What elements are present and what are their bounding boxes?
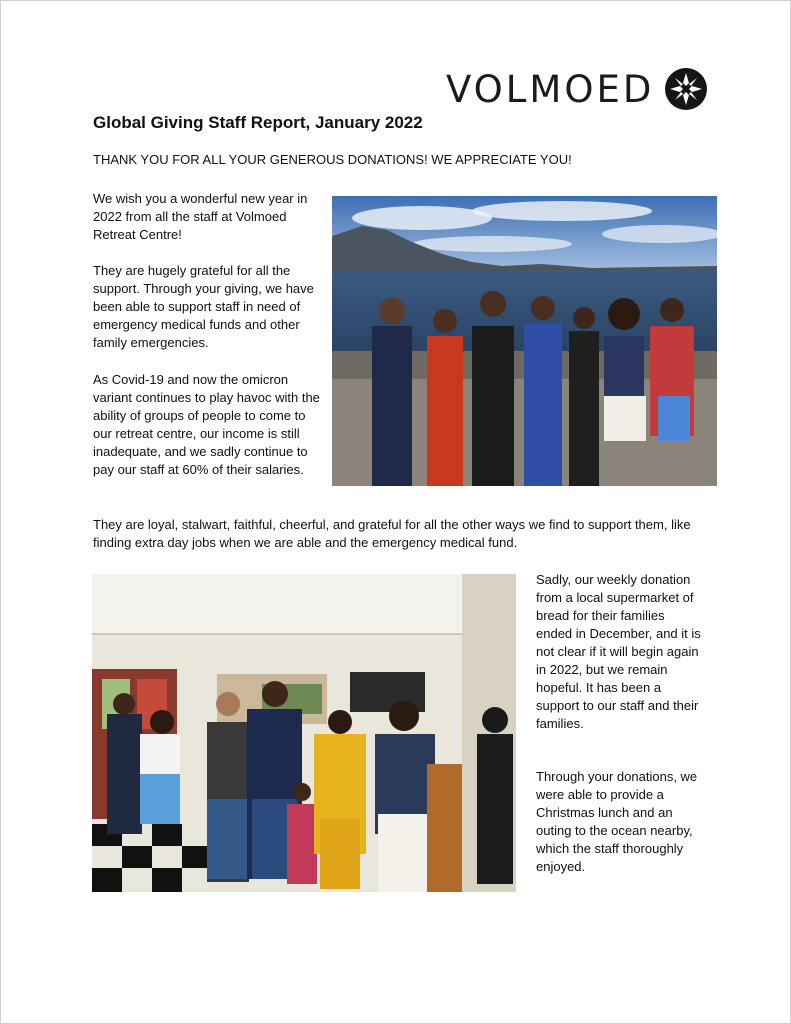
thank-you-line: THANK YOU FOR ALL YOUR GENEROUS DONATIONS! WE APPRECIATE YOU! xyxy=(93,152,572,167)
paragraph-support: They are hugely grateful for all the support. Through your giving, we have been able to support staff in need of emergency medical funds and other family emergencies. xyxy=(93,263,314,350)
star-emblem-icon xyxy=(664,67,708,111)
report-title: Global Giving Staff Report, January 2022 xyxy=(93,113,423,132)
staff-lunch-photo xyxy=(92,574,516,892)
paragraph-new-year: We wish you a wonderful new year in 2022 from all the staff at Volmoed Retreat Centre! xyxy=(93,191,308,242)
paragraph-covid: As Covid-19 and now the omicron variant continues to play havoc with the ability of groups of people to come to our retreat centre, our income is still inadequate, and we sadly continue to pay our staff at 60% of their salaries. xyxy=(93,372,320,477)
paragraph-loyal-staff: They are loyal, stalwart, faithful, cheerful, and grateful for all the other ways we find to support them, like finding extra day jobs when we are able and the emergency medical fund. xyxy=(93,517,691,550)
paragraph-christmas-lunch: Through your donations, we were able to provide a Christmas lunch and an outing to the ocean nearby, which the staff thoroughly enjoyed. xyxy=(536,769,698,874)
paragraph-bread-donation: Sadly, our weekly donation from a local supermarket of bread for their families ended in December, and it is not clear if it will begin again in 2022, but we remain hopeful. It has been a support to our staff and their families. xyxy=(536,572,701,731)
volmoed-logo xyxy=(446,64,708,114)
staff-ocean-photo xyxy=(332,196,717,486)
logo-text: VOLMOED xyxy=(446,67,655,111)
